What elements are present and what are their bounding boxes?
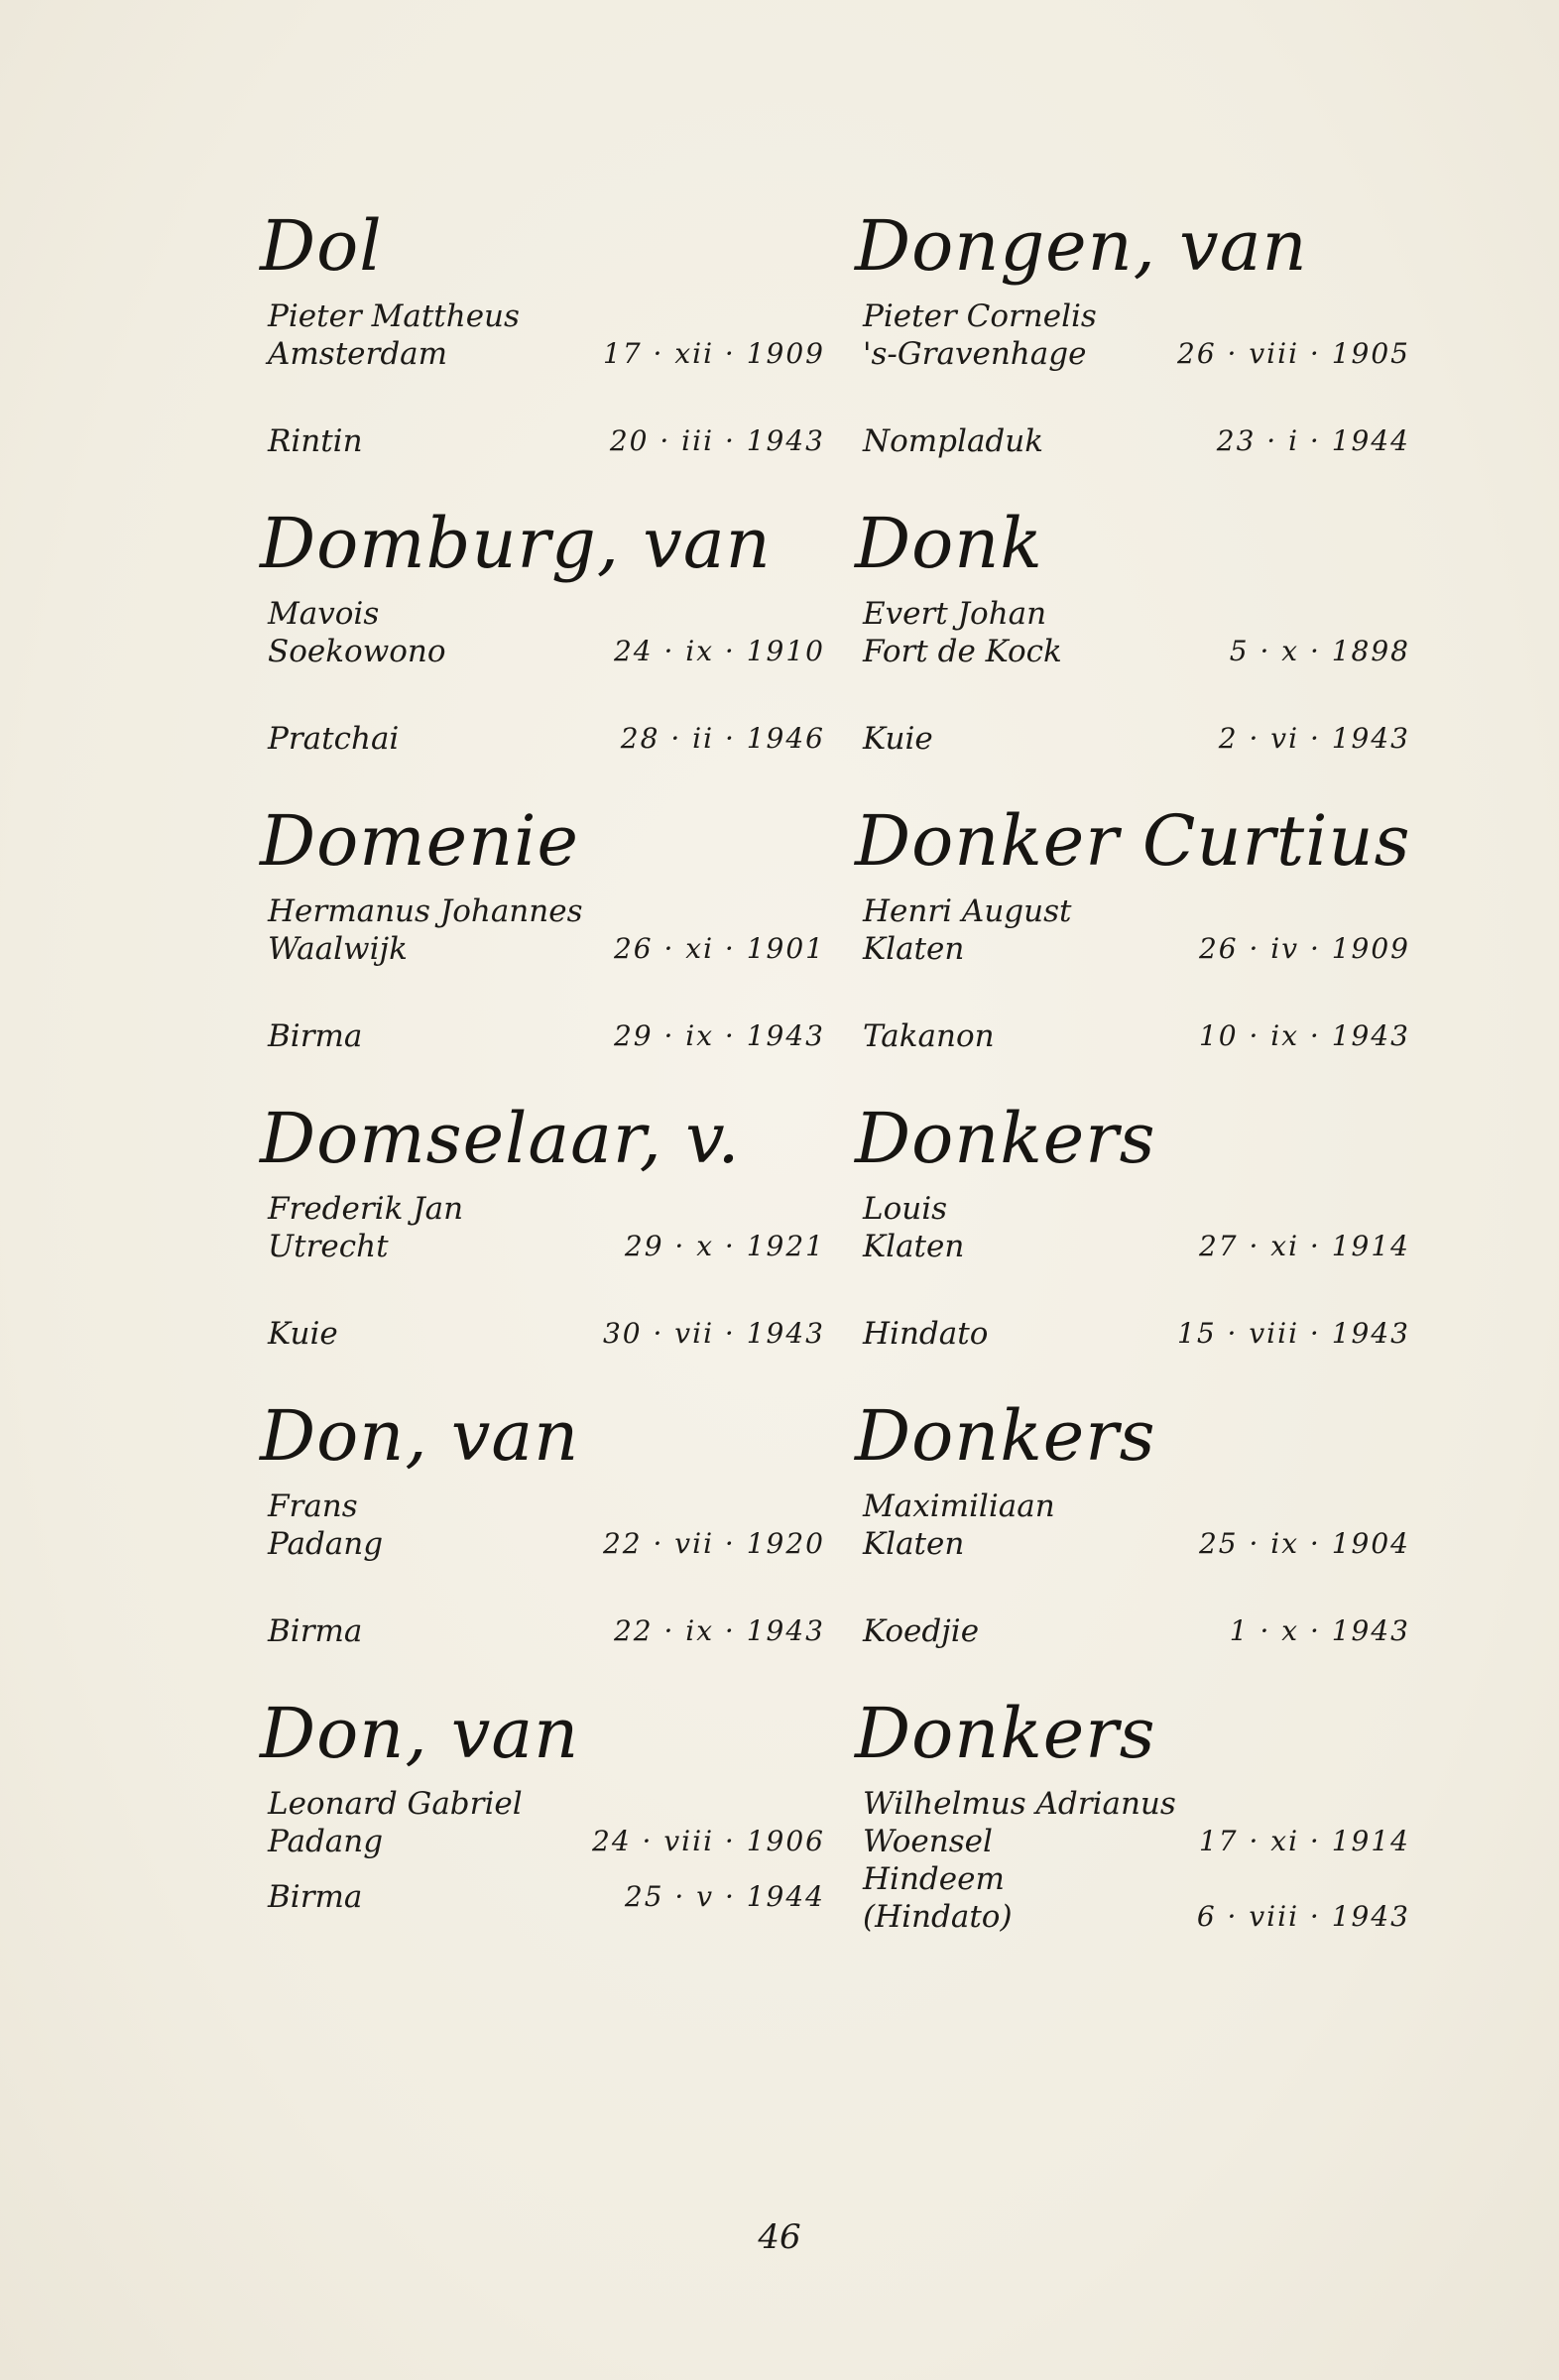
birth-place: Fort de Kock (863, 634, 1062, 669)
surname: Donkers (855, 1693, 1156, 1774)
birth-line (855, 1823, 1410, 1860)
surname: Domburg, van (260, 503, 772, 584)
given-names: Frederik Jan (268, 1191, 464, 1227)
death-place: Kuie (268, 1316, 338, 1352)
death-line (855, 1315, 1410, 1353)
entry (855, 1396, 1410, 1694)
death-place: Birma (268, 1018, 363, 1054)
death-date: 1 · x · 1943 (1229, 1614, 1410, 1647)
entry (855, 1694, 1410, 1991)
death-line (855, 1017, 1410, 1055)
death-place: Pratchai (268, 721, 400, 757)
entry (260, 206, 825, 504)
birth-date: 26 · iv · 1909 (1198, 932, 1410, 965)
death-date: 22 · ix · 1943 (613, 1614, 825, 1647)
death-date: 15 · viii · 1943 (1177, 1317, 1410, 1350)
birth-place: Klaten (863, 931, 965, 967)
entry (260, 1099, 825, 1396)
page-number: 46 (758, 2217, 801, 2257)
death-place: Birma (268, 1879, 363, 1915)
death-place: Hindato (863, 1316, 989, 1352)
death-place: Koedjie (863, 1613, 980, 1649)
death-line (260, 1612, 825, 1650)
birth-date: 24 · viii · 1906 (592, 1825, 825, 1857)
extra-place: Hindeem (863, 1861, 1005, 1897)
birth-date: 5 · x · 1898 (1229, 635, 1410, 667)
birth-line (260, 1228, 825, 1265)
birth-place: Klaten (863, 1526, 965, 1562)
birth-date: 22 · vii · 1920 (602, 1527, 825, 1560)
entry (855, 801, 1410, 1099)
death-date: 30 · vii · 1943 (602, 1317, 825, 1350)
death-date: 25 · v · 1944 (624, 1880, 825, 1913)
death-line (260, 1017, 825, 1055)
birth-date: 26 · xi · 1901 (613, 932, 825, 965)
death-date: 29 · ix · 1943 (613, 1019, 825, 1052)
death-line (260, 1878, 825, 1916)
death-date: 6 · viii · 1943 (1196, 1900, 1410, 1933)
death-place: Birma (268, 1613, 363, 1649)
birth-place: Klaten (863, 1229, 965, 1264)
birth-place: Woensel (863, 1824, 993, 1859)
given-names: Hermanus Johannes (268, 893, 583, 929)
birth-date: 25 · ix · 1904 (1198, 1527, 1410, 1560)
birth-line (260, 335, 825, 373)
surname: Don, van (260, 1395, 580, 1477)
death-line (855, 1898, 1410, 1936)
surname: Dongen, van (855, 205, 1308, 287)
death-line (855, 720, 1410, 758)
entry (855, 1099, 1410, 1396)
given-names: Leonard Gabriel (268, 1786, 523, 1822)
birth-date: 17 · xii · 1909 (603, 337, 825, 370)
given-names: Maximiliaan (863, 1488, 1055, 1524)
death-line (855, 422, 1410, 460)
surname: Donkers (855, 1098, 1156, 1179)
entry (855, 504, 1410, 801)
birth-place: 's-Gravenhage (863, 336, 1087, 372)
birth-line (260, 1823, 825, 1860)
birth-line (260, 930, 825, 968)
birth-line (855, 633, 1410, 670)
death-date: 20 · iii · 1943 (609, 424, 825, 457)
death-place: Kuie (863, 721, 933, 757)
birth-line (855, 335, 1410, 373)
death-place: Rintin (268, 423, 363, 459)
entry (260, 1694, 825, 1991)
death-place: (Hindato) (863, 1899, 1013, 1935)
death-line (260, 720, 825, 758)
birth-date: 26 · viii · 1905 (1177, 337, 1410, 370)
entry (260, 801, 825, 1099)
given-names: Wilhelmus Adrianus (863, 1786, 1176, 1822)
birth-line (260, 633, 825, 670)
surname: Domselaar, v. (260, 1098, 741, 1179)
birth-line (260, 1525, 825, 1563)
given-names: Frans (268, 1488, 358, 1524)
death-line (260, 422, 825, 460)
death-date: 28 · ii · 1946 (620, 722, 825, 755)
given-names: Pieter Mattheus (268, 298, 520, 334)
surname: Donk (855, 503, 1043, 584)
birth-place: Amsterdam (268, 336, 448, 372)
death-date: 23 · i · 1944 (1216, 424, 1410, 457)
surname: Dol (260, 205, 383, 287)
surname: Donkers (855, 1395, 1156, 1477)
death-date: 10 · ix · 1943 (1198, 1019, 1410, 1052)
birth-date: 29 · x · 1921 (624, 1230, 825, 1262)
birth-date: 27 · xi · 1914 (1198, 1230, 1410, 1262)
birth-place: Waalwijk (268, 931, 408, 967)
birth-date: 24 · ix · 1910 (613, 635, 825, 667)
birth-date: 17 · xi · 1914 (1198, 1825, 1410, 1857)
birth-line (855, 930, 1410, 968)
birth-place: Padang (268, 1526, 384, 1562)
birth-place: Utrecht (268, 1229, 389, 1264)
given-names: Pieter Cornelis (863, 298, 1097, 334)
entry (260, 1396, 825, 1694)
surname: Domenie (260, 800, 579, 882)
left-column (260, 206, 825, 1991)
death-date: 2 · vi · 1943 (1218, 722, 1410, 755)
death-line (260, 1315, 825, 1353)
birth-line (855, 1525, 1410, 1563)
death-line (855, 1612, 1410, 1650)
right-column (855, 206, 1410, 1991)
birth-place: Padang (268, 1824, 384, 1859)
given-names: Henri August (863, 893, 1072, 929)
surname: Don, van (260, 1693, 580, 1774)
death-place: Nompladuk (863, 423, 1044, 459)
extra-place-line (855, 1860, 1410, 1898)
entry (260, 504, 825, 801)
surname: Donker Curtius (855, 800, 1411, 882)
given-names: Evert Johan (863, 596, 1047, 632)
death-place: Takanon (863, 1018, 995, 1054)
birth-line (855, 1228, 1410, 1265)
entry (855, 206, 1410, 504)
given-names: Louis (863, 1191, 948, 1227)
birth-place: Soekowono (268, 634, 446, 669)
given-names: Mavois (268, 596, 380, 632)
